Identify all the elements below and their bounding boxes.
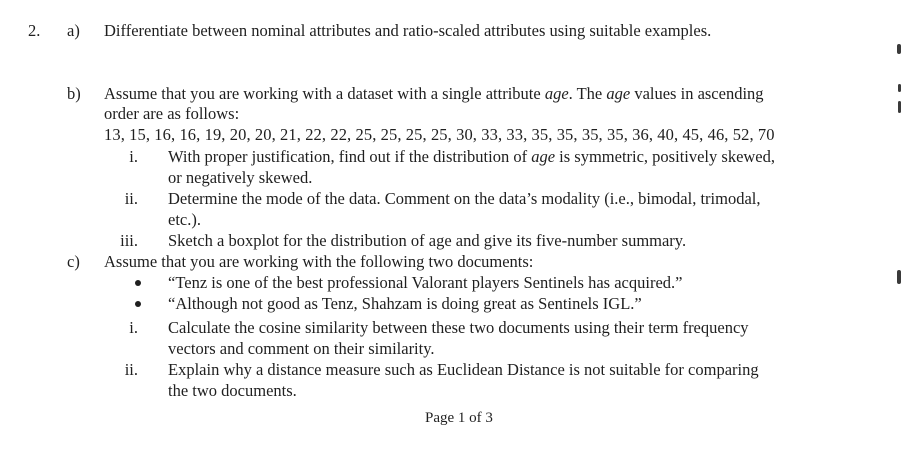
question-number: 2. bbox=[28, 21, 41, 40]
part-a-text: Differentiate between nominal attributes and ratio-scaled attributes using suitable examples. bbox=[104, 21, 712, 40]
part-b-i-line2: or negatively skewed. bbox=[168, 168, 313, 187]
part-b-intro-line2: order are as follows: bbox=[104, 104, 240, 123]
part-c-ii-line1: Explain why a distance measure such as Euclidean Distance is not suitable for comparing bbox=[168, 360, 759, 379]
part-b-iii-numeral: iii. bbox=[120, 231, 138, 250]
part-c-ii-line2: the two documents. bbox=[168, 381, 297, 400]
part-b-i-numeral: i. bbox=[129, 147, 138, 166]
document-2: “Although not good as Tenz, Shahzam is doing great as Sentinels IGL.” bbox=[168, 294, 642, 313]
part-c-i-numeral: i. bbox=[129, 318, 138, 337]
scan-edge-mark bbox=[898, 84, 901, 92]
part-c-i-line2: vectors and comment on their similarity. bbox=[168, 339, 435, 358]
scan-edge-mark bbox=[898, 101, 901, 113]
part-b-label: b) bbox=[67, 84, 81, 103]
bullet-icon bbox=[135, 273, 141, 293]
age-values: 13, 15, 16, 16, 19, 20, 20, 21, 22, 22, 25, 25, 25, 25, 30, 33, 33, 35, 35, 35, 35, 36, 40, 45, 46, 52, 70 bbox=[104, 125, 775, 144]
part-b-ii-numeral: ii. bbox=[124, 189, 138, 208]
document-1: “Tenz is one of the best professional Valorant players Sentinels has acquired.” bbox=[168, 273, 683, 292]
part-c-i-line1: Calculate the cosine similarity between these two documents using their term frequency bbox=[168, 318, 749, 337]
part-a-label: a) bbox=[67, 21, 80, 40]
part-b-ii-line1: Determine the mode of the data. Comment on the data’s modality (i.e., bimodal, trimodal, bbox=[168, 189, 761, 208]
page-number: Page 1 of 3 bbox=[425, 410, 493, 426]
scan-edge-mark bbox=[897, 270, 901, 284]
part-b-iii-line1: Sketch a boxplot for the distribution of age and give its five-number summary. bbox=[168, 231, 687, 250]
part-b-intro-line1: Assume that you are working with a dataset with a single attribute age. The age values in ascending bbox=[104, 84, 764, 103]
part-b-ii-line2: etc.). bbox=[168, 210, 201, 229]
part-c-label: c) bbox=[67, 252, 80, 271]
scan-edge-mark bbox=[897, 44, 901, 54]
bullet-icon bbox=[135, 294, 141, 314]
part-c-intro: Assume that you are working with the following two documents: bbox=[104, 252, 534, 271]
part-b-i-line1: With proper justification, find out if the distribution of age is symmetric, positively skewed, bbox=[168, 147, 776, 166]
part-c-ii-numeral: ii. bbox=[124, 360, 138, 379]
